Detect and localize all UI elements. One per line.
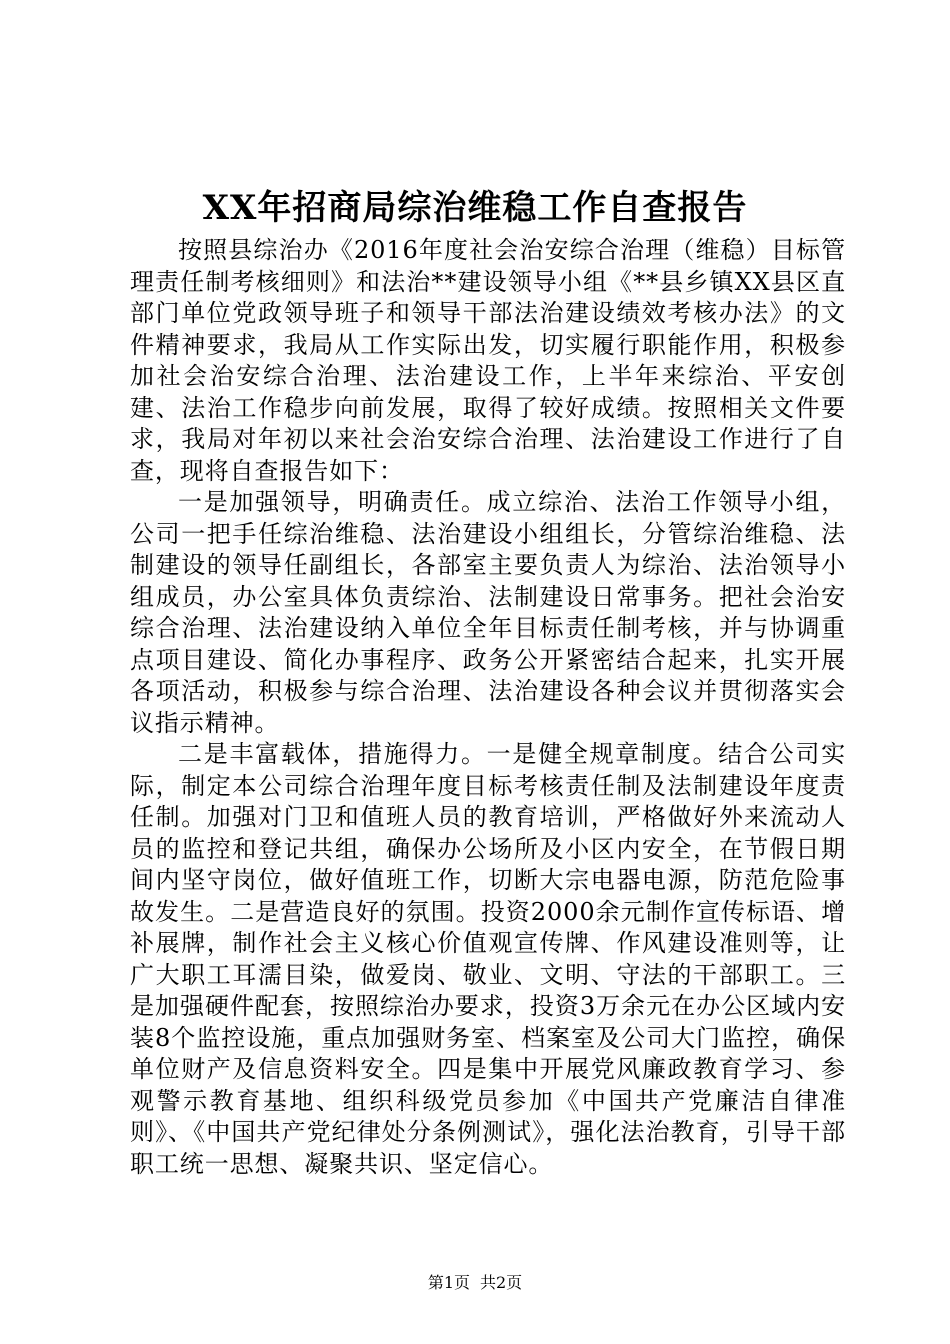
page-footer — [0, 1272, 950, 1294]
paragraph-leadership: 一是加强领导，明确责任。成立综治、法治工作领导小组，公司一把手任综治维稳、法治建设小组组长，分管综治维稳、法制建设的领导任副组长，各部室主要负责人为综治、法治领导小组成员，办公室具体负责综治、法制建设日常事务。把社会治安综合治理、法治建设纳入单位全年目标责任制考核，并与协调重点项目建设、简化办事程序、政务公开紧密结合起来，扎实开展各项活动，积极参与综合治理、法治建设各种会议并贯彻落实会议指示精神。 — [130, 488, 846, 737]
paragraph-measures: 二是丰富载体，措施得力。一是健全规章制度。结合公司实际，制定本公司综合治理年度目标考核责任制及法制建设年度责任制。加强对门卫和值班人员的教育培训，严格做好外来流动人员的监控和登记共组，确保办公场所及小区内安全，在节假日期间内坚守岗位，做好值班工作，切断大宗电器电源，防范危险事故发生。二是营造良好的氛围。投资2000余元制作宣传标语、增补展牌，制作社会主义核心价值观宣传牌、作风建设准则等，让广大职工耳濡目染，做爱岗、敬业、文明、守法的干部职工。三是加强硬件配套，按照综治办要求，投资3万余元在办公区域内安装8个监控设施，重点加强财务室、档案室及公司大门监控，确保单位财产及信息资料安全。四是集中开展党风廉政教育学习、参观警示教育基地、组织科级党员参加《中国共产党廉洁自律准则》、《中国共产党纪律处分条例测试》，强化法治教育，引导干部职工统一思想、凝聚共识、坚定信心。 — [130, 740, 846, 1178]
document-body — [130, 235, 846, 1180]
paragraph-intro: 按照县综治办《2016年度社会治安综合治理（维稳）目标管理责任制考核细则》和法治**建设领导小组《**县乡镇XX县区直部门单位党政领导班子和领导干部法治建设绩效考核办法》的文件精神要求，我局从工作实际出发，切实履行职能作用，积极参加社会治安综合治理、法治建设工作，上半年来综治、平安创建、法治工作稳步向前发展，取得了较好成绩。按照相关文件要求，我局对年初以来社会治安综合治理、法治建设工作进行了自查，现将自查报告如下： — [130, 236, 846, 485]
page-number: 第1页 — [427, 1273, 470, 1292]
document-title: XX年招商局综治维稳工作自查报告 — [202, 188, 748, 228]
page-total: 共2页 — [480, 1273, 523, 1292]
